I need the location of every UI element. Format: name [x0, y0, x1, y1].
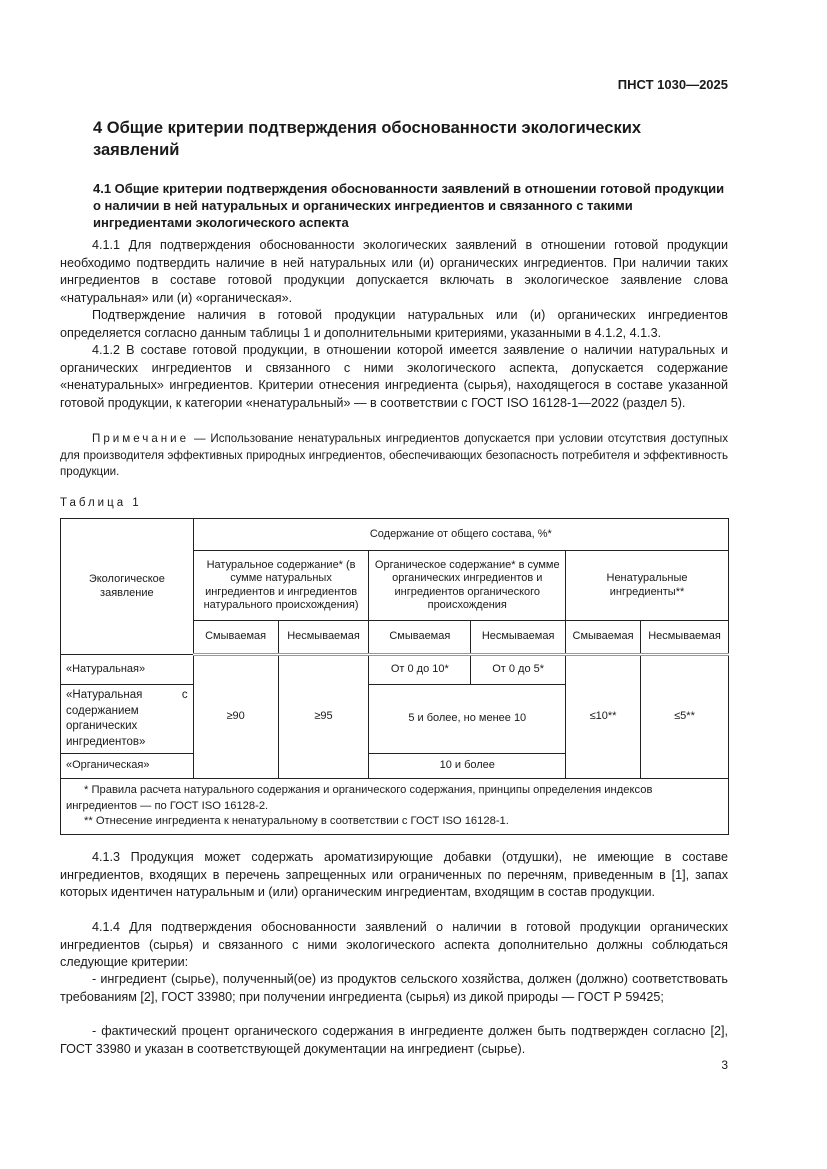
note-text: — Использование ненатуральных ингредиентов допускается при условии отсутствия доступных для производителя эффективных природных ингредиентов, обеспечивающих безопасность потребителя и эффективность продукции. — [60, 432, 728, 478]
bullet-2: - фактический процент органического содержания в ингредиенте должен быть подтвержден согласно [2], ГОСТ 33980 и указан в соответствующей документации на ингредиент (сырье). — [60, 1024, 728, 1056]
footnote-1: * Правила расчета натурального содержания и органического содержания, принципы определения индексов ингредиентов — по ГОСТ ISO 16128-2. — [66, 784, 653, 812]
paragraph-4-1-4: 4.1.4 Для подтверждения обоснованности заявлений о наличии в готовой продукции органических ингредиентов (сырья) и связанного с ними экологического аспекта дополнительно должны соблюдаться следующие критерии: — [60, 920, 728, 970]
header-group-title: Содержание от общего состава, %* — [193, 519, 728, 551]
document-code: ПНСТ 1030—2025 — [617, 77, 728, 92]
footnote-2: ** Отнесение ингредиента к ненатуральному в соответствии с ГОСТ ISO 16128-1. — [84, 815, 509, 827]
table-footnotes — [61, 779, 729, 835]
natural-leave-value: ≥95 — [278, 655, 369, 779]
paragraph-4-1-1: 4.1.1 Для подтверждения обоснованности экологических заявлений в отношении готовой продукции необходимо подтвердить наличие в ней натуральных или (и) органических ингредиентов. При наличии таких ингредиентов в составе готовой продукции допускается включать в экологическое заявление слова «натуральная» или (и) «органическая». — [60, 238, 728, 305]
natural-rinse-value: ≥90 — [193, 655, 278, 779]
nonnatural-rinse-value: ≤10** — [566, 655, 641, 779]
table-row — [61, 655, 729, 685]
note-paragraph — [60, 431, 728, 481]
subsection-title: 4.1 Общие критерии подтверждения обоснованности заявлений в отношении готовой продукции о наличии в ней натуральных и органических ингредиентов и связанного с такими ингредиентами экологического аспекта — [93, 181, 725, 230]
header-nonnatural-leave: Несмываемая — [641, 621, 729, 655]
header-natural-rinse: Смываемая — [193, 621, 278, 655]
organic-organic: 10 и более — [369, 754, 566, 779]
header-claim: Экологическое заявление — [61, 519, 194, 655]
header-organic-leave: Несмываемая — [471, 621, 566, 655]
table-caption: Таблица 1 — [60, 497, 142, 509]
header-nonnatural-rinse: Смываемая — [566, 621, 641, 655]
header-organic-rinse: Смываемая — [369, 621, 471, 655]
header-nonnatural: Ненатуральные ингредиенты** — [566, 551, 729, 621]
header-organic: Органическое содержание* в сумме органических ингредиентов и ингредиентов органического происхождения — [369, 551, 566, 621]
section-title: 4 Общие критерии подтверждения обоснованности экологических заявлений — [93, 119, 642, 159]
header-natural: Натуральное содержание* (в сумме натуральных ингредиентов и ингредиентов натурального происхождения) — [193, 551, 369, 621]
organic-rinse-natural: От 0 до 10* — [369, 655, 471, 685]
organic-natural-organic: 5 и более, но менее 10 — [369, 685, 566, 754]
paragraph-4-1-1-continued: Подтверждение наличия в готовой продукции натуральных или (и) органических ингредиентов определяется согласно данным таблицы 1 и дополнительными критериями, указанными в 4.1.2, 4.1.3. — [60, 308, 728, 340]
paragraph-4-1-3: 4.1.3 Продукция может содержать ароматизирующие добавки (отдушки), не имеющие в составе ингредиентов, входящих в перечень запрещенных или ограниченных по перечням, приведенным в [1], запах которых идентичен натуральным и (или) органическим ингредиентам, входящим в состав продукции. — [60, 850, 728, 900]
claim-natural: «Натуральная» — [61, 655, 194, 685]
table-1 — [60, 518, 729, 835]
note-label: Примечание — [92, 432, 190, 445]
claim-organic: «Органическая» — [61, 754, 194, 779]
organic-leave-natural: От 0 до 5* — [471, 655, 566, 685]
bullet-1: - ингредиент (сырье), полученный(ое) из продуктов сельского хозяйства, должен (должно) соответствовать требованиям [2], ГОСТ 33980; при получении ингредиента (сырья) из дикой природы — ГОСТ Р 59425; — [60, 972, 728, 1004]
nonnatural-leave-value: ≤5** — [641, 655, 729, 779]
claim-natural-organic: «Натуральная с содержанием органических ингредиентов» — [61, 685, 194, 754]
header-natural-leave: Несмываемая — [278, 621, 369, 655]
page-number: 3 — [721, 1058, 728, 1072]
paragraph-4-1-2: 4.1.2 В составе готовой продукции, в отношении которой имеется заявление о наличии натуральных и органических ингредиентов и связанного с ними экологического аспекта, допускается содержание «ненатуральных» ингредиентов. Критерии отнесения ингредиента (сырья), находящегося в составе указанной готовой продукции, к категории «ненатуральный» — в соответствии с ГОСТ ISO 16128-1—2022 (раздел 5). — [60, 343, 728, 410]
